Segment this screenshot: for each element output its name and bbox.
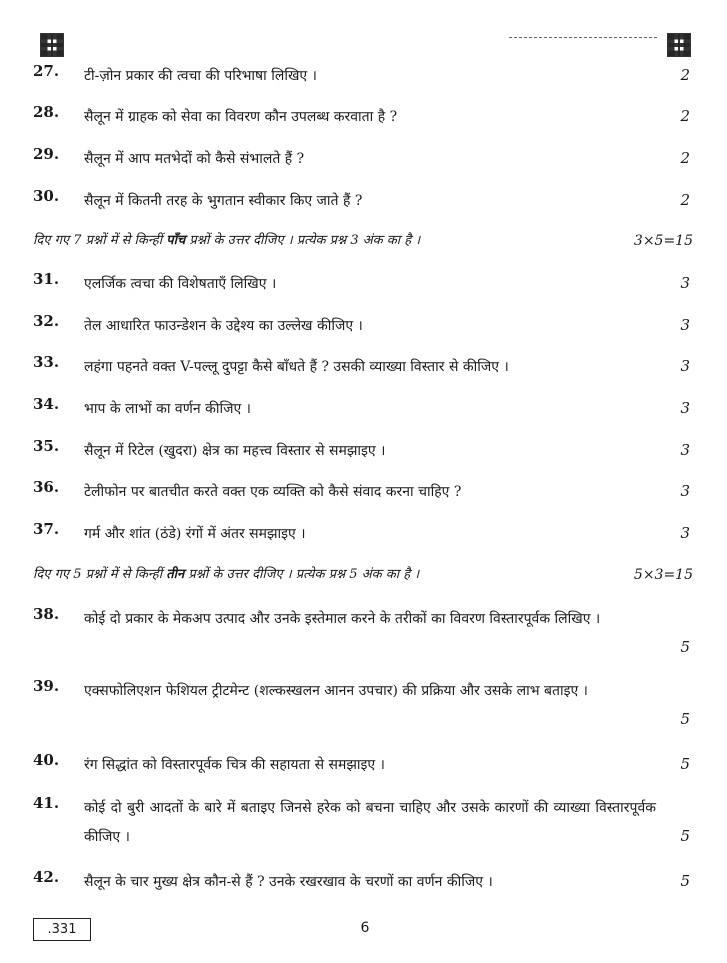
question-marks: 2 bbox=[680, 149, 690, 167]
question-number: 27. bbox=[33, 62, 60, 80]
question-number: 38. bbox=[33, 605, 60, 623]
question-text: एक्सफोलिएशन फेशियल ट्रीटमेन्ट (शल्कस्खलन आनन उपचार) की प्रक्रिया और उसके लाभ बताइए । bbox=[84, 683, 588, 699]
question-number: 28. bbox=[33, 103, 60, 121]
question-number: 39. bbox=[33, 677, 60, 695]
question-marks: 3 bbox=[680, 399, 690, 417]
question-number: 31. bbox=[33, 270, 60, 288]
page-number: 6 bbox=[360, 920, 370, 936]
question-text: भाप के लाभों का वर्णन कीजिए । bbox=[84, 401, 251, 417]
question-marks: 5 bbox=[680, 638, 690, 656]
question-number: 41. bbox=[33, 794, 60, 812]
question-text: सैलून के चार मुख्य क्षेत्र कौन-से हैं ? उनके रखरखाव के चरणों का वर्णन कीजिए । bbox=[84, 874, 493, 890]
question-marks: 5 bbox=[680, 710, 690, 728]
question-marks: 5 bbox=[680, 872, 690, 890]
question-marks: 3 bbox=[680, 316, 690, 334]
instruction-emphasis: पाँच bbox=[166, 233, 186, 248]
question-number: 40. bbox=[33, 751, 60, 769]
question-text: रंग सिद्धांत को विस्तारपूर्वक चित्र की सहायता से समझाइए । bbox=[84, 757, 385, 773]
question-marks: 2 bbox=[680, 107, 690, 125]
question-text: कोई दो प्रकार के मेकअप उत्पाद और उनके इस्तेमाल करने के तरीकों का विवरण विस्तारपूर्वक लिखिए । bbox=[84, 611, 601, 627]
qr-code-right-icon bbox=[667, 33, 691, 57]
question-marks: 3 bbox=[680, 524, 690, 542]
question-marks: 3 bbox=[680, 274, 690, 292]
question-text: एलर्जिक त्वचा की विशेषताएँ लिखिए । bbox=[84, 276, 277, 292]
question-marks: 3 bbox=[680, 482, 690, 500]
question-text: गर्म और शांत (ठंडे) रंगों में अंतर समझाइए । bbox=[84, 526, 306, 542]
question-number: 29. bbox=[33, 145, 60, 163]
question-number: 37. bbox=[33, 520, 60, 538]
question-marks: 3 bbox=[680, 441, 690, 459]
question-marks: 5 bbox=[680, 755, 690, 773]
instruction-text: दिए गए 5 प्रश्नों में से किन्हीं तीन प्रश्नों के उत्तर दीजिए । प्रत्येक प्रश्न 5 अंक का है । bbox=[33, 567, 420, 582]
qr-code-left-icon bbox=[40, 33, 64, 57]
question-number: 36. bbox=[33, 478, 60, 496]
paper-code-box: .331 bbox=[33, 918, 91, 941]
question-number: 35. bbox=[33, 437, 60, 455]
question-text: टी-ज़ोन प्रकार की त्वचा की परिभाषा लिखिए । bbox=[84, 68, 317, 84]
question-number: 32. bbox=[33, 312, 60, 330]
question-text: टेलीफोन पर बातचीत करते वक्त एक व्यक्ति को कैसे संवाद करना चाहिए ? bbox=[84, 484, 462, 500]
question-text: सैलून में ग्राहक को सेवा का विवरण कौन उपलब्ध करवाता है ? bbox=[84, 109, 398, 125]
section-marks: 5×3=15 bbox=[633, 567, 693, 583]
question-number: 30. bbox=[33, 187, 60, 205]
header-divider bbox=[509, 37, 657, 38]
question-text: सैलून में रिटेल (खुदरा) क्षेत्र का महत्त्व विस्तार से समझाइए । bbox=[84, 443, 386, 459]
question-number: 42. bbox=[33, 868, 60, 886]
instruction-emphasis: तीन bbox=[166, 567, 185, 582]
question-text: तेल आधारित फाउन्डेशन के उद्देश्य का उल्लेख कीजिए । bbox=[84, 318, 363, 334]
question-text: सैलून में आप मतभेदों को कैसे संभालते हैं ? bbox=[84, 151, 305, 167]
question-number: 33. bbox=[33, 353, 60, 371]
section-marks: 3×5=15 bbox=[633, 233, 693, 249]
question-text: लहंगा पहनते वक्त V-पल्लू दुपट्टा कैसे बाँधते हैं ? उसकी व्याख्या विस्तार से कीजिए । bbox=[84, 359, 509, 375]
question-number: 34. bbox=[33, 395, 60, 413]
instruction-text: दिए गए 7 प्रश्नों में से किन्हीं पाँच प्रश्नों के उत्तर दीजिए । प्रत्येक प्रश्न 3 अंक का है । bbox=[33, 233, 421, 248]
question-text: सैलून में कितनी तरह के भुगतान स्वीकार किए जाते हैं ? bbox=[84, 193, 363, 209]
question-marks: 3 bbox=[680, 357, 690, 375]
question-marks: 5 bbox=[680, 827, 690, 845]
question-marks: 2 bbox=[680, 66, 690, 84]
question-marks: 2 bbox=[680, 191, 690, 209]
question-text: कोई दो बुरी आदतों के बारे में बताइए जिनसे हरेक को बचना चाहिए और उसके कारणों की व्याख्या विस्तारपूर्वक कीजिए । bbox=[84, 800, 656, 845]
